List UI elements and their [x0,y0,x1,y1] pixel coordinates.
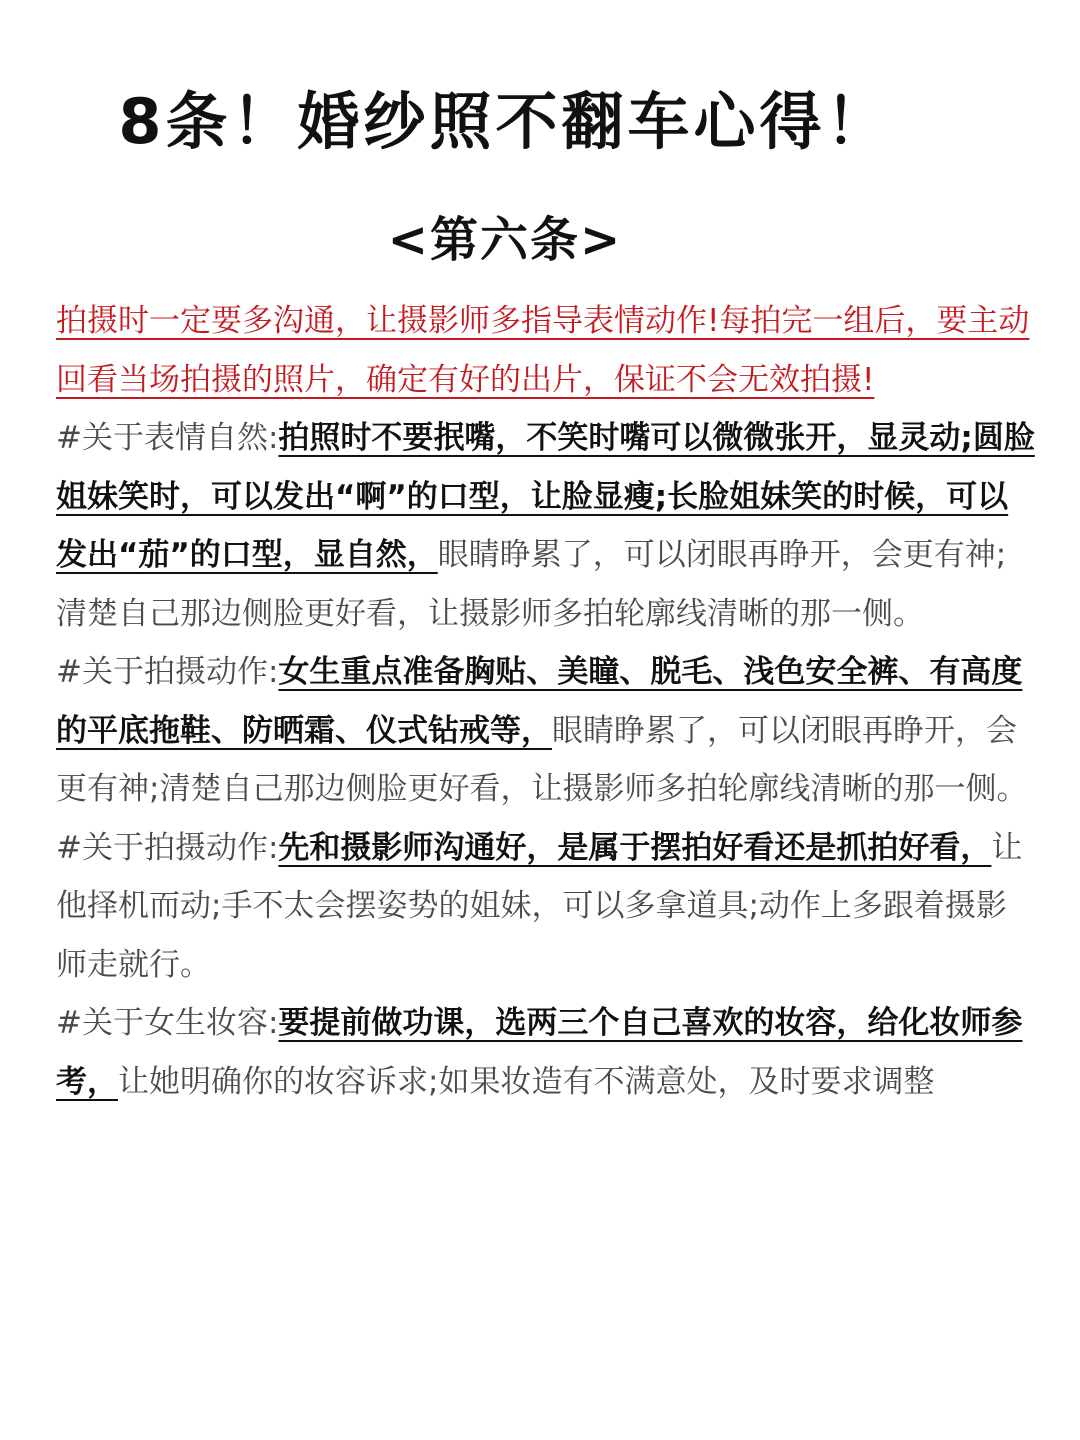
tip-section-preparation [56,643,1036,819]
section-emphasis: 女生重点准备胸贴、美瞳、脱毛、浅色安全裤、有高度的平底拖鞋、防晒霜、仪式钻戒等， [56,654,1023,749]
section-tag: #关于拍摄动作: [56,829,279,866]
section-text: 让他择机而动;手不太会摆姿势的姐妹，可以多拿道具;动作上多跟着摄影师走就行。 [56,829,1023,983]
section-tag: #关于女生妆容: [56,1005,279,1041]
section-tag: #关于拍摄动作: [56,654,279,690]
section-tag: #关于表情自然: [56,420,279,456]
page-title: 8条！婚纱照不翻车心得！ [118,85,892,158]
tip-section-makeup [56,994,1036,1111]
section-emphasis: 要提前做功课，选两三个自己喜欢的妆容，给化妆师参考， [56,1005,1023,1100]
section-emphasis: 拍照时不要抿嘴，不笑时嘴可以微微张开，显灵动;圆脸姐妹笑时，可以发出“啊”的口型，让脸显瘦;长脸姐妹笑的时候，可以发出“茄”的口型，显自然， [56,420,1035,573]
section-subtitle: <第六条> [387,212,623,268]
tip-section-posing [56,819,1036,995]
section-text: 让她明确你的妆容诉求;如果妆造有不满意处，及时要求调整 [118,1063,935,1100]
section-text: 眼睛睁累了，可以闭眼再睁开，会更有神;清楚自己那边侧脸更好看，让摄影师多拍轮廓线清晰的那一侧。 [56,537,1007,632]
intro-paragraph: 拍摄时一定要多沟通，让摄影师多指导表情动作!每拍完一组后，要主动回看当场拍摄的照片，确定有好的出片，保证不会无效拍摄! [56,303,1030,398]
section-text: 眼睛睁累了，可以闭眼再睁开，会更有神;清楚自己那边侧脸更好看，让摄影师多拍轮廓线清晰的那一侧。 [56,712,1028,807]
article-body [56,292,1036,1111]
section-emphasis: 先和摄影师沟通好，是属于摆拍好看还是抓拍好看， [278,829,992,866]
tip-section-expression [56,409,1036,643]
